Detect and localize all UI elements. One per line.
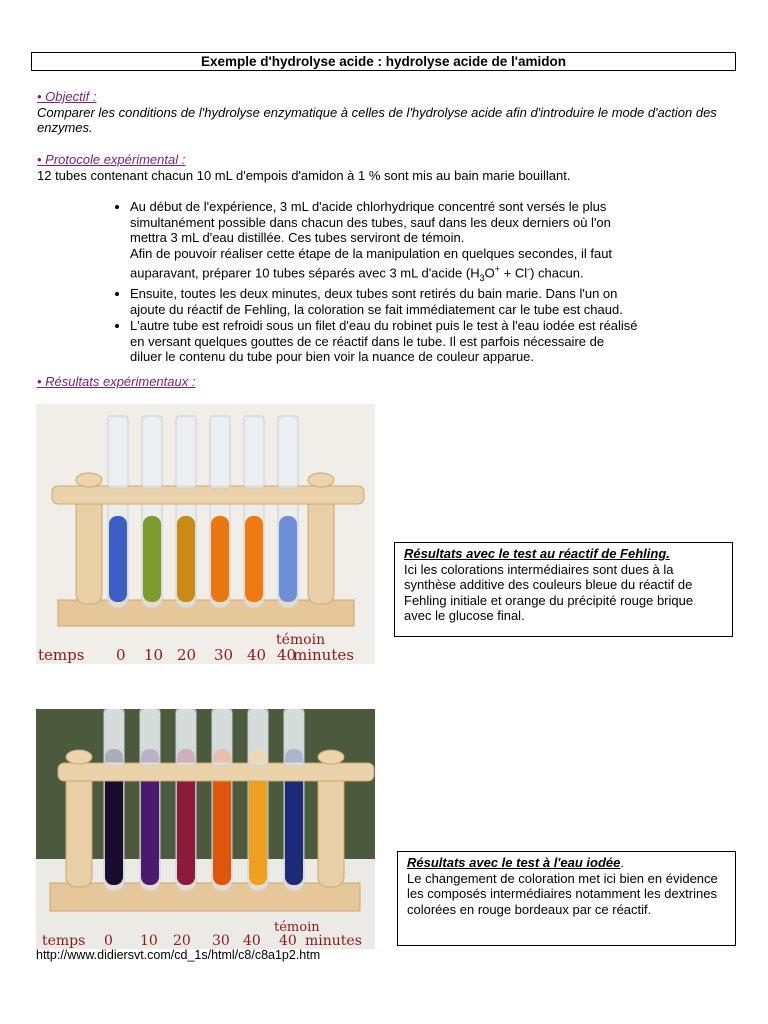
tube-neck <box>212 709 232 765</box>
page-title: Exemple d'hydrolyse acide : hydrolyse acide de l'amidon <box>31 52 736 71</box>
step-line: Ensuite, toutes les deux minutes, deux tubes sont retirés du bain marie. Dans l'un on <box>130 286 618 302</box>
tube-neck <box>176 709 196 765</box>
step-line: en versant quelques gouttes de ce réactif dans le tube. Il est parfois nécessaire de <box>130 333 605 349</box>
caption-time: 10 <box>140 933 158 949</box>
fehling-result-text: Ici les colorations intermédiaires sont dues à la synthèse additive des couleurs bleue du réactif de Fehling initiale et orange du précipité rouge brique avec le glucose final. <box>404 561 694 623</box>
caption-minutes: minutes <box>293 646 354 664</box>
step-line: mettra 3 mL d'eau distillée. Ces tubes serviront de témoin. <box>130 230 465 246</box>
tube-neck <box>104 709 124 765</box>
step-line: Afin de pouvoir réaliser cette étape de la manipulation en quelques secondes, il faut <box>130 246 613 262</box>
formula-superscript: - <box>527 263 531 274</box>
fehling-test-photo <box>36 404 375 664</box>
caption-time: 30 <box>212 933 230 949</box>
rack-post <box>318 763 344 887</box>
formula-part: + Cl <box>500 265 528 281</box>
caption-time: 40 <box>243 933 261 949</box>
iodine-title-suffix: . <box>620 855 624 870</box>
rack-post <box>66 763 92 887</box>
caption-time: 40 <box>279 933 297 949</box>
rack-shelf <box>58 763 374 781</box>
caption-time: 0 <box>104 933 113 949</box>
tube-neck <box>278 416 298 488</box>
iodine-result-text: Le changement de coloration met ici bien en évidence les composés intermédiaires notamment les dextrines colorées en rouge bordeaux par ce réactif. <box>407 870 718 917</box>
tube-liquid <box>211 516 229 602</box>
caption-time: 10 <box>144 646 164 664</box>
iodine-test-photo <box>36 709 375 949</box>
tube-liquid <box>279 516 297 602</box>
tube-neck <box>142 416 162 488</box>
caption-temps: temps <box>42 933 86 949</box>
tube-liquid <box>143 516 161 602</box>
rack-base <box>58 600 354 626</box>
protocol-step <box>130 199 710 286</box>
caption-temps: temps <box>38 646 85 664</box>
iodine-result-box <box>397 851 736 946</box>
caption-time: 0 <box>116 646 126 664</box>
caption-time: 20 <box>173 933 191 949</box>
rack-knob <box>76 473 102 487</box>
rack-knob <box>66 750 92 764</box>
tube-neck <box>176 416 196 488</box>
objective-heading: • Objectif : <box>37 89 97 104</box>
caption-time: 30 <box>214 646 234 664</box>
caption-time: 20 <box>177 646 197 664</box>
protocol-steps-list <box>100 199 710 365</box>
rack-knob <box>318 750 344 764</box>
protocol-step <box>130 318 710 365</box>
step-line: ajoute du réactif de Fehling, la coloration se fait immédiatement car le tube est chaud. <box>130 302 623 318</box>
step-line: simultanément possible dans chacun des tubes, sauf dans les deux derniers où l'on <box>130 214 611 230</box>
formula-subscript: 3 <box>479 272 485 283</box>
fehling-result-box <box>394 542 733 637</box>
tube-neck <box>248 709 268 765</box>
tube-liquid <box>245 516 263 602</box>
tube-neck <box>244 416 264 488</box>
formula-superscript: + <box>494 263 500 274</box>
fehling-result-title: Résultats avec le test au réactif de Fehling. <box>404 546 670 561</box>
caption-temoin: témoin <box>276 632 326 648</box>
protocol-heading: • Protocole expérimental : <box>37 152 186 167</box>
objective-text: Comparer les conditions de l'hydrolyse enzymatique à celles de l'hydrolyse acide afin d'introduire le mode d'action des enzymes. <box>37 105 717 135</box>
tube-neck <box>210 416 230 488</box>
iodine-result-title: Résultats avec le test à l'eau iodée <box>407 855 621 870</box>
caption-time: 40 <box>247 646 267 664</box>
tube-liquid <box>177 516 195 602</box>
rack-base <box>50 883 360 911</box>
tube-liquid <box>109 516 127 602</box>
step-line: diluer le contenu du tube pour bien voir la nuance de couleur apparue. <box>130 349 535 365</box>
tube-neck <box>108 416 128 488</box>
step-line: Au début de l'expérience, 3 mL d'acide chlorhydrique concentré sont versés le plus <box>130 199 607 214</box>
source-link[interactable]: http://www.didiersvt.com/cd_1s/html/c8/c8a1p2.htm <box>36 948 321 962</box>
tube-neck <box>284 709 304 765</box>
caption-minutes: minutes <box>305 933 362 949</box>
step-line: L'autre tube est refroidi sous un filet d'eau du robinet puis le test à l'eau iodée est réalisé <box>130 317 638 333</box>
caption-temoin: témoin <box>274 920 320 935</box>
step-line: auparavant, préparer 10 tubes séparés avec 3 mL d'acide (H <box>130 265 480 281</box>
rack-knob <box>308 473 334 487</box>
formula-part: O <box>484 265 495 281</box>
tube-neck <box>140 709 160 765</box>
rack-shelf <box>52 486 364 504</box>
formula-part: ) chacun. <box>530 265 584 281</box>
results-heading: • Résultats expérimentaux : <box>37 374 196 389</box>
protocol-step <box>130 286 710 317</box>
protocol-intro: 12 tubes contenant chacun 10 mL d'empois d'amidon à 1 % sont mis au bain marie bouillant. <box>37 168 571 183</box>
caption-time: 40 <box>277 646 297 664</box>
